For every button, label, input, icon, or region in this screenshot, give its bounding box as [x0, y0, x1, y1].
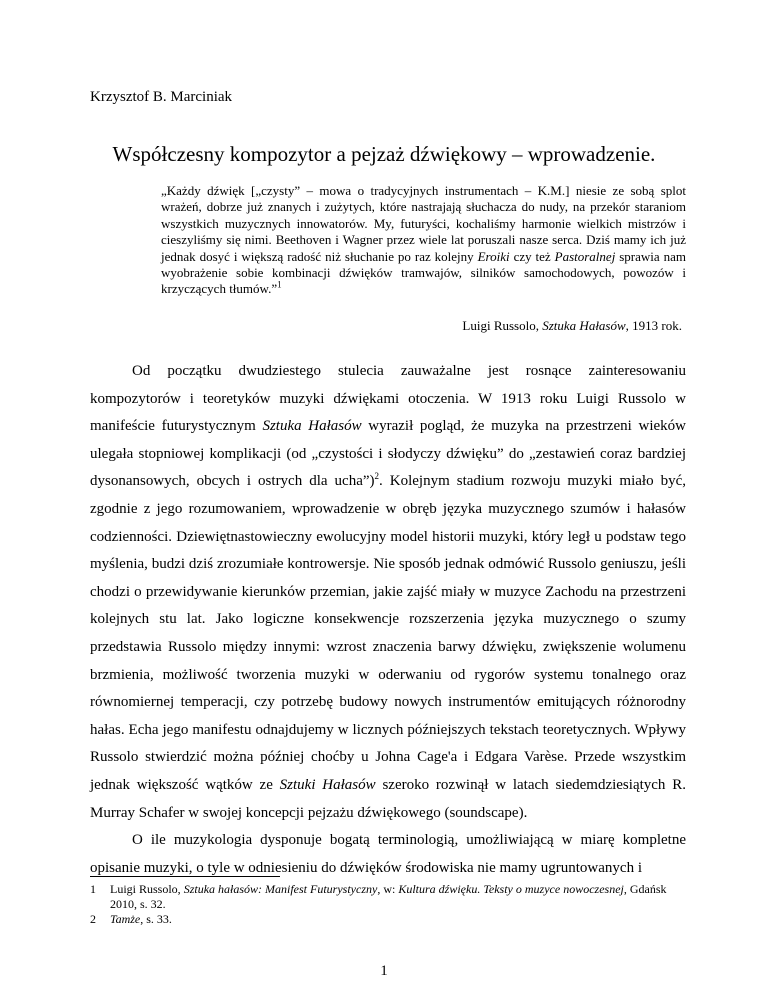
footnote-ref-1[interactable]: 1	[277, 280, 282, 291]
footnotes	[90, 882, 686, 927]
footnote-text	[110, 912, 686, 927]
body-work-title: Sztuki Hałasów	[279, 776, 376, 793]
body-paragraph-2: O ile muzykologia dysponuje bogatą terminologią, umożliwiającą w miarę kompletne opisanie muzyki, o tyle w odniesieniu do dźwięków środowiska nie mamy ugruntowanych i	[90, 832, 686, 876]
footnote-number: 1	[90, 882, 96, 896]
page-number: 1	[380, 963, 388, 979]
epigraph-text-3: sprawia nam wyobrażenie sobie kombinacji dźwięków tramwajów, silników samochodowych, powozów i krzyczących tłumów.”	[161, 248, 686, 297]
epigraph-eroica: Eroiki	[477, 248, 510, 264]
epigraph-quote	[161, 183, 686, 298]
epigraph-text-2: czy też	[509, 248, 555, 264]
body-text-run: . Kolejnym stadium rozwoju muzyki miało być, zgodnie z jego rozumowaniem, wprowadzenie w obręb języka muzycznego szumów i hałasów codzienności. Dziewiętnastowieczny ewolucyjny model historii muzyki, który legł u podstaw tego myślenia, budzi dziś zrozumiałe kontrowersje. Nie sposób jednak odmówić Russolo geniuszu, jeśli chodzi o przewidywanie kierunków przemian, jakie zajść miały w muzyce Zachodu na przestrzeni kolejnych stu lat. Jako logiczne konsekwencje rozszerzenia języka muzycznego o szumy przedstawia Russolo między innymi: wzrost znaczenia barwy dźwięku, zwiększenie wolumenu brzmienia, możliwość tworzenia muzyki w oderwaniu od rygorów systemu tonalnego oraz równomiernej temperacji, czy potrzebę budowy nowych instrumentów emitujących różnorodny hałas. Echa jego manifestu odnajdujemy w licznych późniejszych tekstach teoretycznych. Wpływy Russolo stwierdzić można później choćby u Johna Cage'a i Edgara Varèse. Przede wszystkim jednak większość wątków ze	[90, 473, 686, 793]
footnote-mid: , w:	[377, 882, 399, 896]
body-text-run: szeroko rozwinął w latach siedemdziesiątych R. Murray Schafer w swojej koncepcji pejzażu dźwiękowego (soundscape).	[90, 776, 686, 821]
epigraph-source	[462, 318, 682, 334]
footnote-number: 2	[90, 912, 96, 926]
epigraph-source-work: Sztuka Hałasów	[542, 318, 626, 333]
paper-title: Współczesny kompozytor a pejzaż dźwiękowy – wprowadzenie.	[112, 142, 656, 166]
footnote-book: Kultura dźwięku. Teksty o muzyce nowoczesnej	[398, 882, 624, 896]
epigraph-text-1: „Każdy dźwięk [„czysty” – mowa o tradycyjnych instrumentach – K.M.] niesie ze sobą splot wrażeń, dobrze już znanych i zużytych, które nastrajają słuchacza do nudy, na przekór staraniom wszystkich muzycznych innowatorów. My, futuryści, kochaliśmy harmonie wielkich mistrzów i cieszyliśmy się nimi. Beethoven i Wagner przez wiele lat poruszali nasze serca. Dziś mamy ich już jednak dosyć i większą radość niż słuchanie po raz kolejny	[161, 183, 686, 264]
author-name: Krzysztof B. Marciniak	[90, 89, 233, 105]
footnote-work: Tamże	[110, 912, 141, 926]
footnote-text	[110, 882, 686, 912]
footnote-2	[90, 912, 686, 927]
footnote-tail: , Gdańsk 2010, s. 32.	[110, 882, 667, 911]
body-work-title: Sztuka Hałasów	[262, 418, 362, 435]
footnote-author: Luigi Russolo,	[110, 882, 184, 896]
footnote-ref-2[interactable]: 2	[374, 471, 380, 482]
epigraph-source-year: , 1913 rok.	[625, 318, 682, 333]
footnote-separator	[90, 876, 280, 877]
body-text	[90, 358, 686, 882]
body-paragraph-1	[90, 358, 686, 827]
footnote-1	[90, 882, 686, 912]
epigraph-source-author: Luigi Russolo,	[462, 318, 543, 333]
body-text-run: Od początku dwudziestego stulecia zauważalne jest rosnące zainteresowaniu kompozytorów i teoretyków muzyki dźwiękami otoczenia. W 1913 roku Luigi Russolo w manifeście futurystycznym	[90, 363, 686, 435]
footnote-work: Sztuka hałasów: Manifest Futurystyczny	[183, 882, 378, 896]
footnote-tail: , s. 33.	[140, 912, 172, 926]
epigraph-pastoral: Pastoralnej	[554, 248, 616, 264]
body-text-run: wyraził pogląd, że muzyka na przestrzeni wieków ulegała stopniowej komplikacji (od „czystości i słodyczy dźwięku” do „zestawień coraz bardziej dysonansowych, obcych i ostrych dla ucha”)	[90, 418, 686, 490]
